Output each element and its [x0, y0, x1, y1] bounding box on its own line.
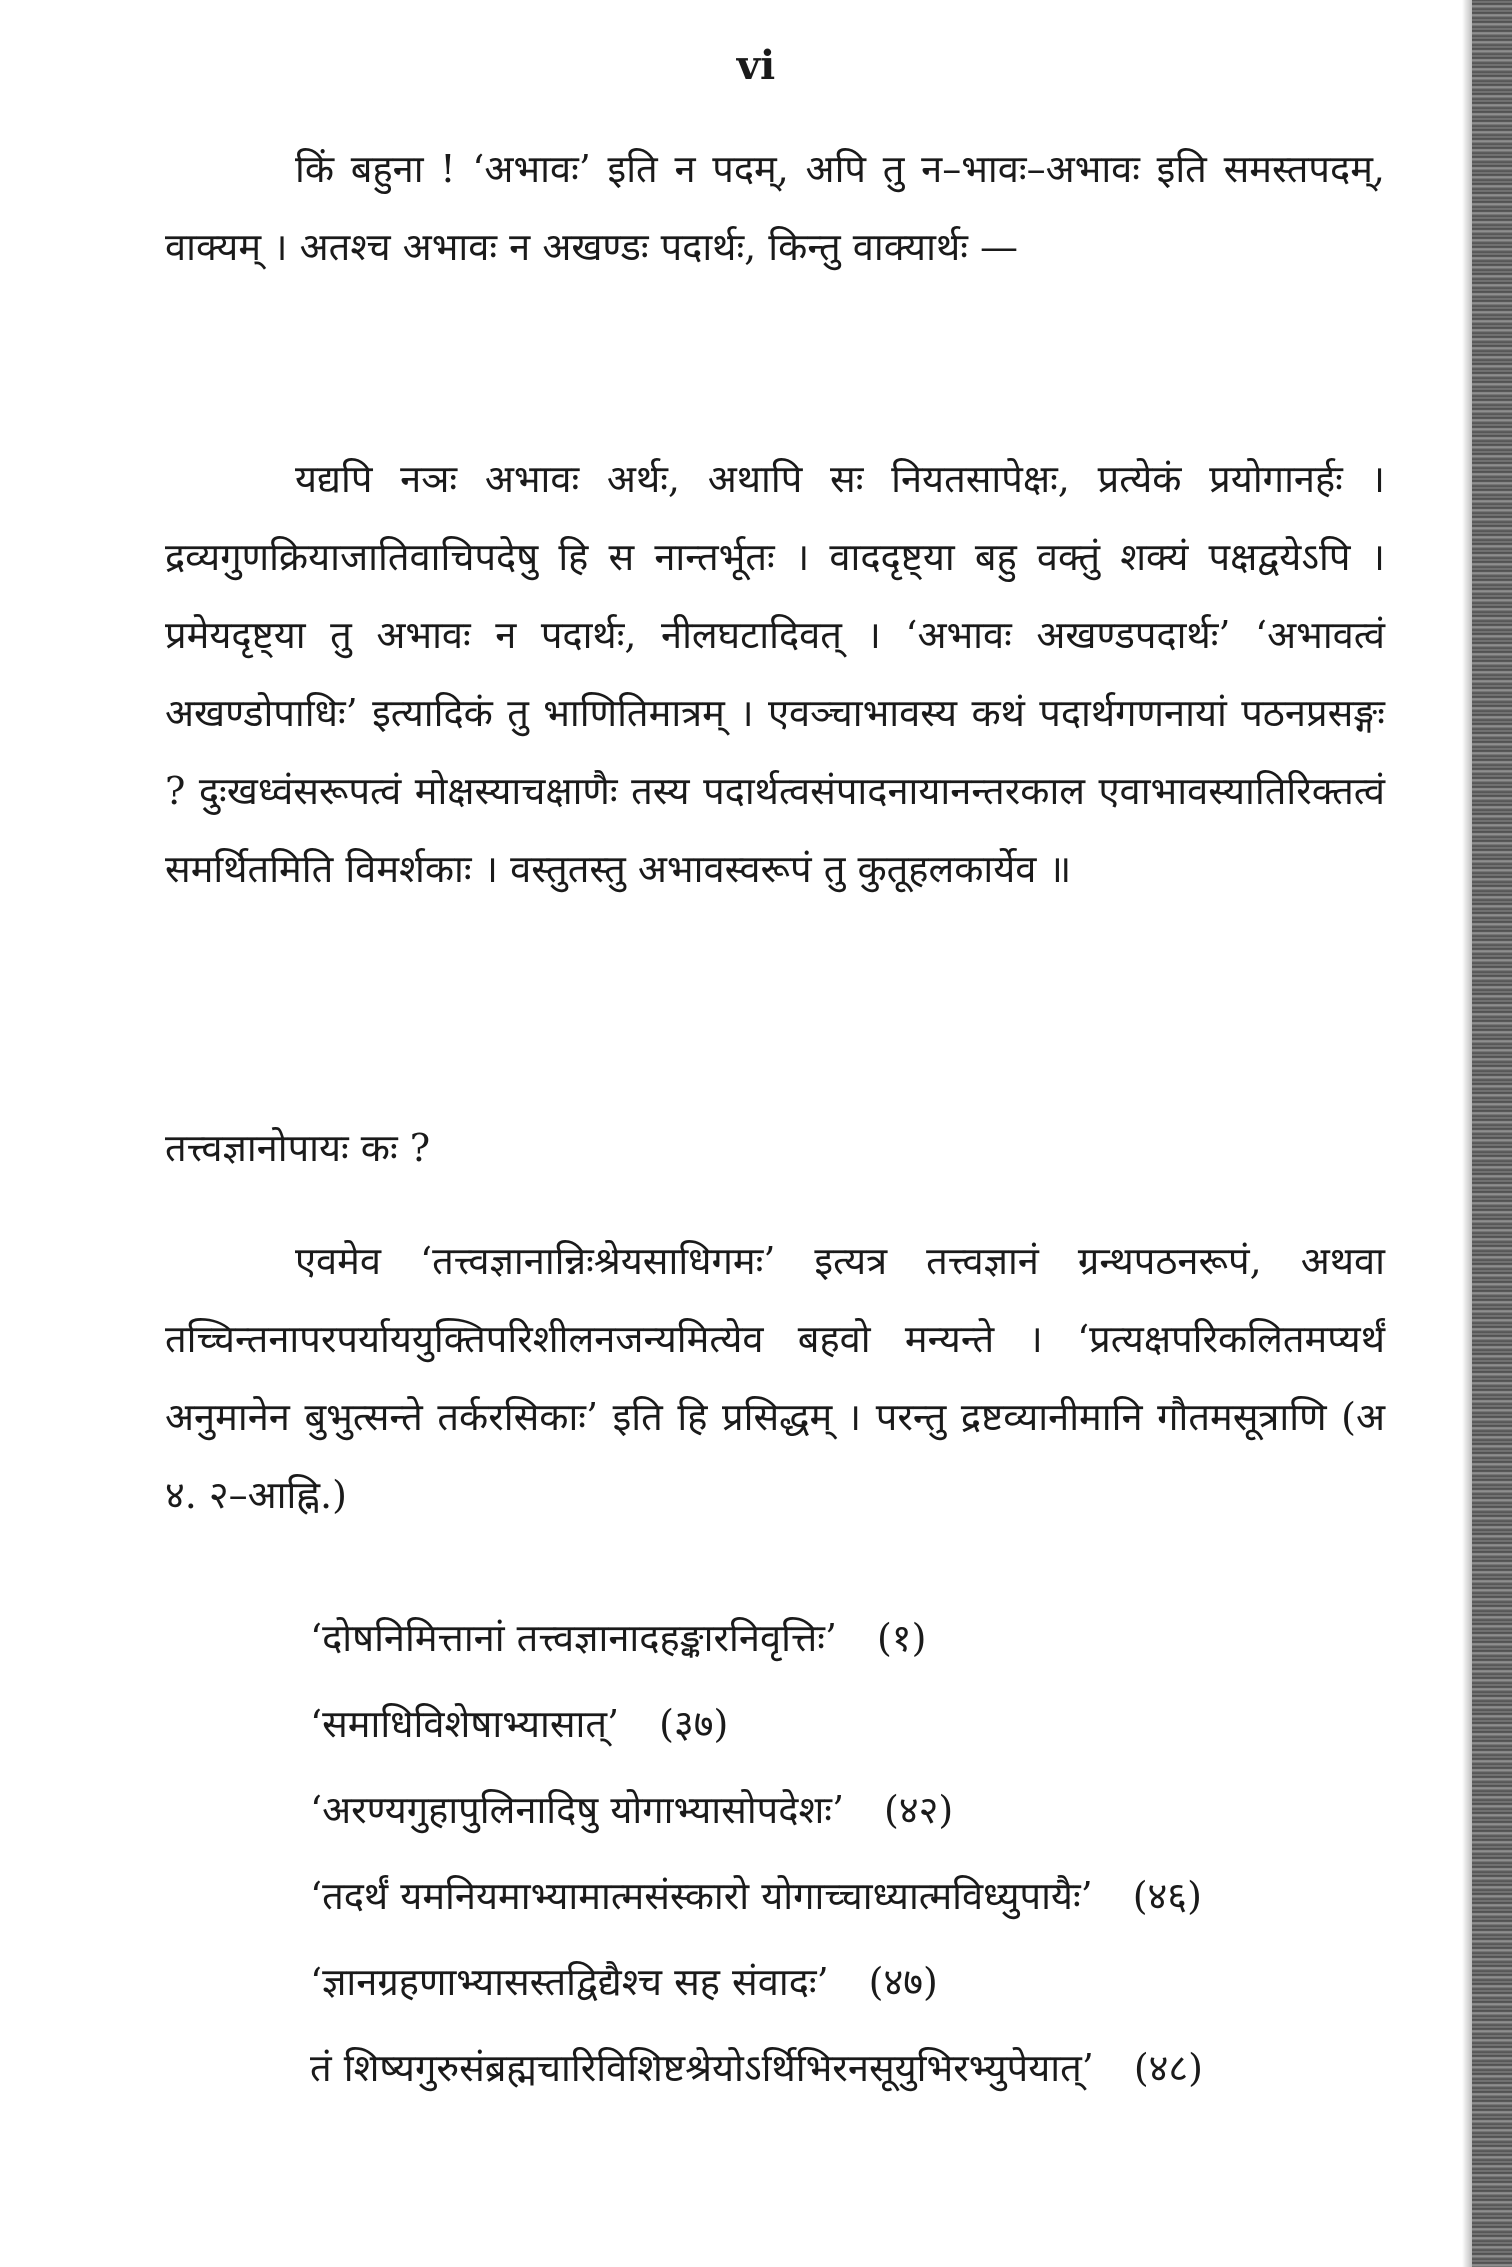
sutra-text: ‘ज्ञानग्रहणाभ्यासस्तद्विद्यैश्च सह संवादः’: [310, 1960, 829, 2004]
page-number: vi: [736, 42, 776, 89]
sutra-text: ‘समाधिविशेषाभ्यासात्’: [310, 1702, 620, 1746]
sutra-text: तं शिष्यगुरुसंब्रह्मचारिविशिष्टश्रेयोऽर्थिभिरनसूयुभिरभ्युपेयात्’: [310, 2046, 1094, 2090]
sutra-text: ‘तदर्थं यमनियमाभ्यामात्मसंस्कारो योगाच्चाध्यात्मविध्युपायैः’: [310, 1874, 1093, 1918]
sutra-text: ‘दोषनिमित्तानां तत्त्वज्ञानादहङ्कारनिवृत्तिः’: [310, 1616, 837, 1660]
section-heading: तत्त्वज्ञानोपायः कः ?: [165, 1126, 431, 1170]
paragraph-negation-meaning: यद्यपि नञः अभावः अर्थः, अथापि सः नियतसापेक्षः, प्रत्येकं प्रयोगानर्हः । द्रव्यगुणक्रियाजातिवाचिपदेषु हि स नान्तर्भूतः । वाददृष्ट्या बहु वक्तुं शक्यं पक्षद्वयेऽपि । प्रमेयदृष्ट्या तु अभावः न पदार्थः, नीलघटादिवत् । ‘अभावः अखण्डपदार्थः’ ‘अभावत्वं अखण्डोपाधिः’ इत्यादिकं तु भाणितिमात्रम् । एवञ्चाभावस्य कथं पदार्थगणनायां पठनप्रसङ्गः ? दुःखध्वंसरूपत्वं मोक्षस्याचक्षाणैः तस्य पदार्थत्वसंपादनायानन्तरकाल एवाभावस्यातिरिक्तत्वं समर्थितमिति विमर्शकाः । वस्तुतस्तु अभावस्वरूपं तु कुतूहलकार्येव ॥: [165, 457, 1385, 891]
sutra-item: [310, 1681, 1390, 1767]
sutra-text: ‘अरण्यगुहापुलिनादिषु योगाभ्यासोपदेशः’: [310, 1788, 845, 1832]
sutra-number: (४८): [1133, 2046, 1203, 2090]
sutra-number: (४२): [884, 1788, 954, 1832]
sutra-number: (३७): [659, 1702, 729, 1746]
sutra-list: [310, 1595, 1390, 2111]
sutra-item: [310, 2025, 1390, 2111]
paragraph-tattvajnana: एवमेव ‘तत्त्वज्ञानान्निःश्रेयसाधिगमः’ इत्यत्र तत्त्वज्ञानं ग्रन्थपठनरूपं, अथवा तच्चिन्तनापरपर्याययुक्तिपरिशीलनजन्यमित्येव बहवो मन्यन्ते । ‘प्रत्यक्षपरिकलितमप्यर्थं अनुमानेन बुभुत्सन्ते तर्करसिकाः’ इति हि प्रसिद्धम् । परन्तु द्रष्टव्यानीमानि गौतमसूत्राणि (अ ४. २–आह्नि.): [165, 1239, 1385, 1517]
sutra-number: (४७): [868, 1960, 938, 2004]
sutra-item: [310, 1939, 1390, 2025]
sutra-item: [310, 1595, 1390, 1681]
sutra-number: (४६): [1132, 1874, 1202, 1918]
page-edge-shadow: [1462, 0, 1472, 2267]
sutra-item: [310, 1767, 1390, 1853]
paragraph-abhava-meaning: किं बहुना ! ‘अभावः’ इति न पदम्, अपि तु न–भावः–अभावः इति समस्तपदम्, वाक्यम् । अतश्च अभावः न अखण्डः पदार्थः, किन्तु वाक्यार्थः —: [165, 147, 1385, 269]
sutra-number: (१): [876, 1616, 927, 1660]
page-binding-edge: [1472, 0, 1512, 2267]
sutra-item: [310, 1853, 1390, 1939]
